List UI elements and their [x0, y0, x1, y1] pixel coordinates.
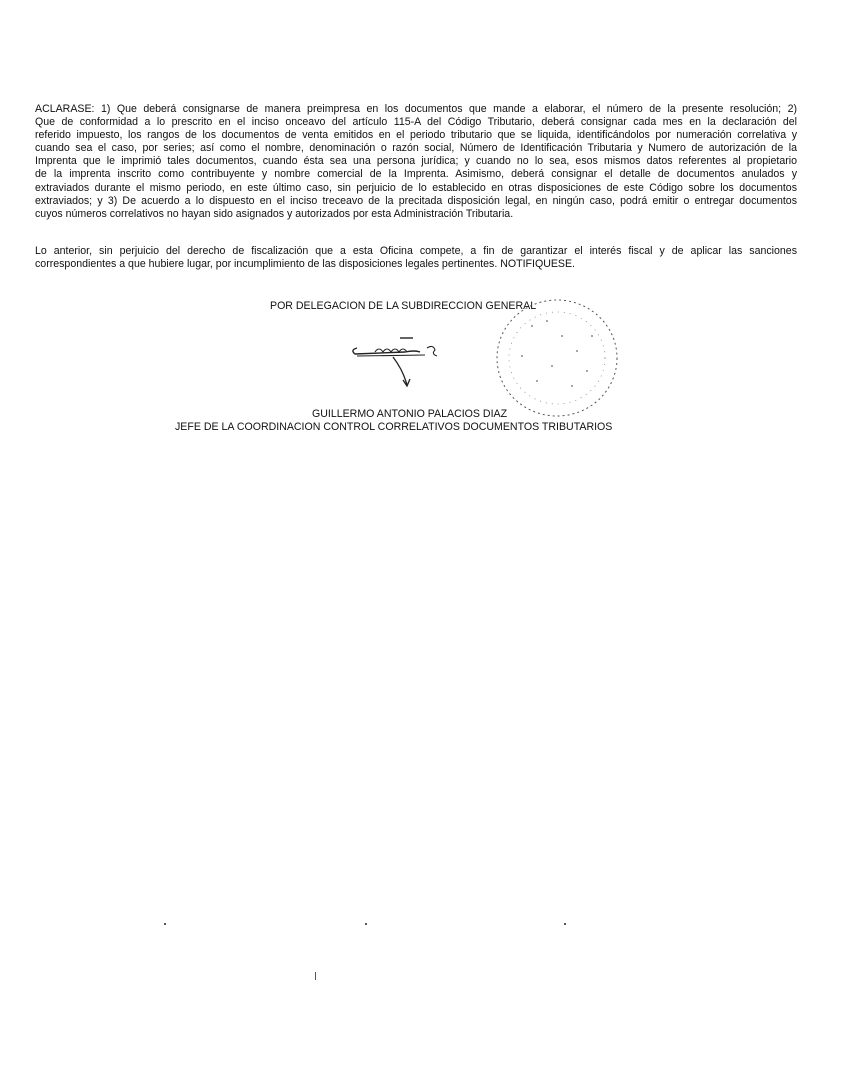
- signatory-name: GUILLERMO ANTONIO PALACIOS DIAZ: [312, 408, 508, 420]
- paragraph-line: referido impuesto, los rangos de los documentos de venta emitidos en el periodo tributario que se liquida, identificándolos por numeración correlativa y: [35, 129, 797, 142]
- scan-speck: [564, 923, 566, 925]
- scan-speck: [164, 923, 166, 925]
- paragraph-line: Imprenta que le imprimió tales documentos, cuando ésta sea una persona jurídica; y cuando no lo sea, esos mismos datos referentes al propietario: [35, 155, 797, 168]
- paragraph-line: Que de conformidad a lo prescrito en el inciso onceavo del artículo 115-A del Código Tributario, deberá consignar cada mes en la declaración del: [35, 116, 797, 129]
- paragraph-line: cuyos números correlativos no hayan sido asignados y autorizados por esta Administración Tributaria.: [35, 207, 514, 220]
- paragraph-line: ACLARASE: 1) Que deberá consignarse de manera preimpresa en los documentos que mande a elaborar, el número de la presente resolución; 2): [35, 103, 797, 115]
- paragraph-line: cuando sea el caso, por series; así como el nombre, denominación o razón social, Número de Identificación Tributaria y Numero de autorización de la: [35, 142, 797, 155]
- scan-speck: [365, 923, 367, 925]
- paragraph-line: de la imprenta inscrito como contribuyente y nombre comercial de la Imprenta. Asimismo, deberá consignar el detalle de documentos anulados y: [35, 168, 797, 181]
- notification-paragraph: [35, 245, 797, 271]
- paragraph-line: extraviados; y 3) De acuerdo a lo dispuesto en el inciso treceavo de la precitada disposición legal, en ningún caso, podrá emitir o entregar documentos: [35, 194, 797, 207]
- paragraph-line: extraviados durante el mismo periodo, en este último caso, sin perjuicio de lo establecido en otras disposiciones de este Código sobre los documentos: [35, 181, 797, 194]
- scan-speck: [315, 972, 316, 980]
- clarification-paragraph: [35, 103, 797, 221]
- delegation-line: POR DELEGACION DE LA SUBDIRECCION GENERAL: [270, 300, 537, 312]
- paragraph-line: correspondientes a que hubiere lugar, por incumplimiento de las disposiciones legales pertinentes. NOTIFIQUESE.: [35, 258, 575, 271]
- signatory-title: JEFE DE LA COORDINACION CONTROL CORRELATIVOS DOCUMENTOS TRIBUTARIOS: [175, 421, 613, 433]
- official-seal-stamp: [492, 296, 622, 420]
- paragraph-line: Lo anterior, sin perjuicio del derecho de fiscalización que a esta Oficina compete, a fin de garantizar el interés fiscal y de aplicar las sanciones: [35, 245, 797, 257]
- handwritten-signature: [345, 330, 465, 390]
